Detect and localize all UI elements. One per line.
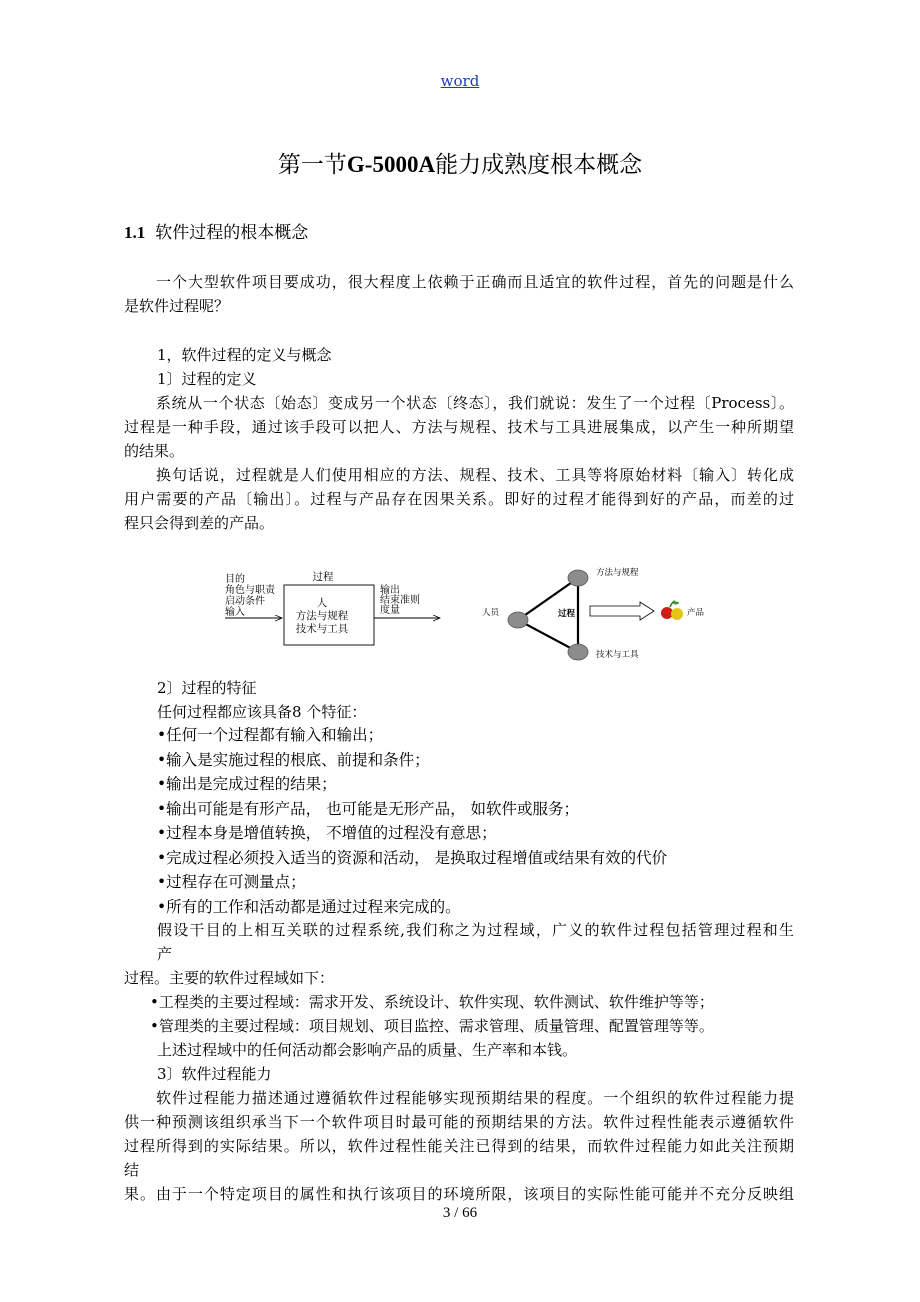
feature-item: •输入是实施过程的根底、前提和条件； [157,750,430,769]
domain-item: •工程类的主要过程域：需求开发、系统设计、软件实现、软件测试、软件维护等等； [150,993,714,1011]
closing-line: 上述过程域中的任何活动都会影响产品的质量、生产率和本钱。 [157,1041,578,1059]
section-title: 软件过程的根本概念 [155,223,309,243]
diagram-box-line: 方法与规程 [295,610,349,622]
subsection-heading: 1，软件过程的定义与概念 [157,346,332,364]
diagram-box-title: 过程 [312,571,334,583]
diagram-box-line: 技术与工具 [295,623,349,635]
paragraph-line: 过程所得到的实际结果。所以，软件过程性能关注已得到的结果，而软件过程能力如此关注预期 [124,1137,794,1155]
feature-item: •输出是完成过程的结果； [157,775,337,793]
header-link[interactable]: word [440,72,480,90]
feature-item: •完成过程必须投入适当的资源和活动， 是换取过程增值或结果有效的代价 [157,848,668,867]
paragraph-line: 软件过程能力描述通过遵循软件过程能够实现预期结果的程度。一个组织的软件过程能力提 [156,1089,794,1107]
paragraph-line: 用户需要的产品〔输出〕。过程与产品存在因果关系。即好的过程才能得到好的产品，而差的过 [124,490,794,508]
intro-paragraph [124,270,794,318]
title-suffix: 能力成熟度根本概念 [435,152,643,178]
domain-paragraph [157,918,794,966]
title-prefix: 第一节 [277,152,347,178]
paragraph-line: 果。由于一个特定项目的属性和执行该项目的环境所限，该项目的实际性能可能并不充分反映组 [124,1185,794,1203]
paragraph-line: 供一种预测该组织承当下一个软件项目时最可能的预期结果的方法。软件过程性能表示遵循软件 [124,1113,794,1131]
diagram-output-label: 结束准则 [380,595,420,606]
paragraph-line: 结 [124,1161,140,1179]
diagram-input-label: 角色与职责 [225,585,275,596]
paragraph-line: 产 [157,945,173,963]
features-intro: 任何过程都应该具备8 个特征： [157,703,367,721]
method-node-icon [568,570,588,586]
diagram-box-line: 人 [316,597,328,609]
result-arrow-icon [590,602,654,620]
feature-item: •过程本身是增值转换， 不增值的过程没有意思； [157,824,497,842]
triangle-bottom-label: 技术与工具 [596,650,639,660]
feature-item: •输出可能是有形产品， 也可能是无形产品， 如软件或服务； [157,799,579,818]
tools-node-icon [568,644,588,660]
paragraph-line: 的结果。 [124,442,185,460]
page-number: 3 / 66 [442,1205,478,1221]
paragraph-line: 假设干目的上相互关联的过程系统,我们称之为过程域，广义的软件过程包括管理过程和生 [157,921,794,939]
intro-line: 一个大型软件项目要成功，很大程度上依赖于正确而且适宜的软件过程，首先的问题是什么 [156,273,794,291]
paragraph-line: 程只会得到差的产品。 [124,514,275,532]
domain-line: 过程。主要的软件过程域如下： [124,969,335,987]
page-title [0,146,920,179]
capability-heading: 3〕软件过程能力 [157,1065,272,1083]
people-node-icon [508,612,528,628]
product-fruit-icon [661,601,683,620]
feature-item: •所有的工作和活动都是通过过程来完成的。 [157,897,461,916]
diagram-input-label: 启动条件 [225,596,265,607]
feature-item: •任何一个过程都有输入和输出； [157,726,384,744]
capability-paragraph [124,1086,794,1206]
diagram-output-label: 度量 [380,605,400,616]
triangle-left-label: 人员 [482,608,500,618]
triangle-center-label: 过程 [558,609,576,619]
definition-heading: 1〕过程的定义 [157,370,257,388]
diagram-input-label: 目的 [225,574,245,585]
definition-paragraph-2 [124,463,794,535]
domain-item: •管理类的主要过程域：项目规划、项目监控、需求管理、质量管理、配置管理等等。 [150,1017,714,1035]
feature-item: •过程存在可测量点； [157,873,306,891]
product-label: 产品 [687,608,705,618]
paragraph-line: 过程是一种手段，通过该手段可以把人、方法与规程、技术与工具进展集成，以产生一种所期望 [124,418,794,436]
diagram-input-label: 输入 [225,607,245,618]
process-diagram [220,560,720,670]
features-heading: 2〕过程的特征 [157,679,257,697]
triangle-top-label: 方法与规程 [596,568,639,578]
paragraph-line: 换句话说，过程就是人们使用相应的方法、规程、技术、工具等将原始材料〔输入〕转化成 [156,466,794,484]
section-number: 1.1 [124,223,146,242]
diagram-output-label: 输出 [380,585,400,596]
definition-paragraph-1 [124,391,794,463]
paragraph-line: 系统从一个状态〔始态〕变成另一个状态〔终态〕，我们就说：发生了一个过程〔Process〕。 [156,394,794,412]
title-code: G-5000A [346,152,436,177]
section-heading [124,218,308,243]
intro-line: 是软件过程呢？ [124,297,230,315]
